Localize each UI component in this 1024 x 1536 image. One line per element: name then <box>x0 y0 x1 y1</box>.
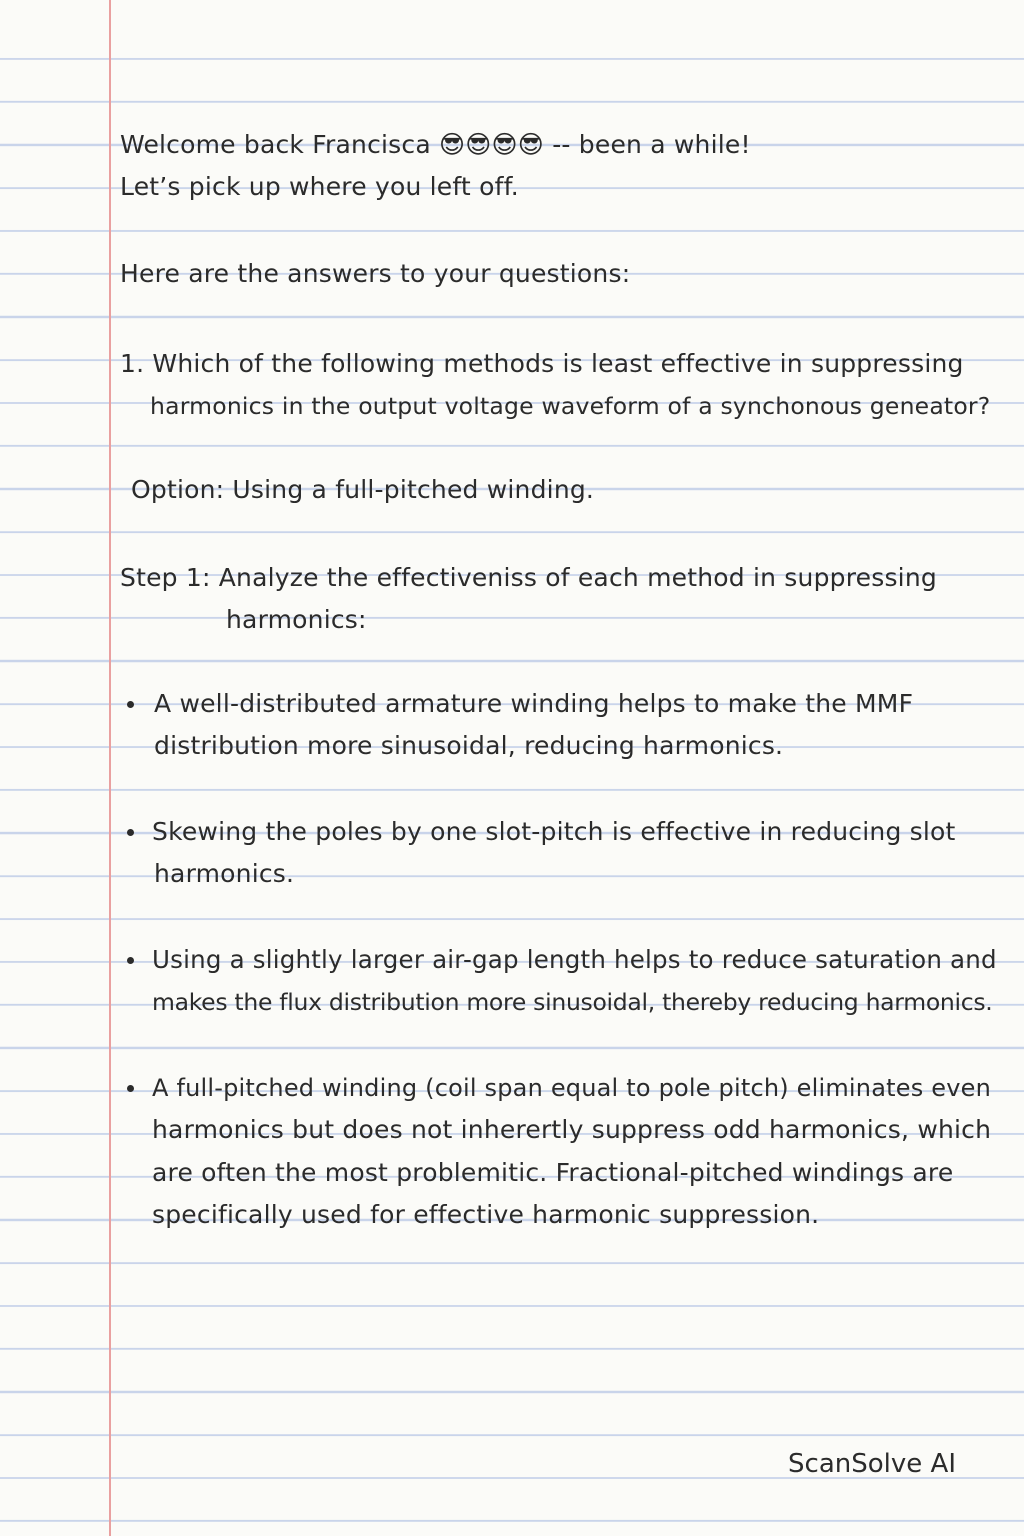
bullet-4-line-4: specifically used for effective harmonic suppression. <box>152 1200 820 1229</box>
notebook-margin-line <box>109 0 111 1536</box>
greeting-text-end: -- been a while! <box>544 130 751 159</box>
bullet-dot <box>127 829 134 836</box>
bullet-1-line-1: A well-distributed armature winding helps to make the MMF <box>154 689 914 718</box>
question-line-2: harmonics in the output voltage waveform of a synchonous geneator? <box>150 392 991 420</box>
bullet-2-line-2: harmonics. <box>154 859 295 888</box>
bullet-dot <box>127 957 134 964</box>
bullet-3-line-1: Using a slightly larger air-gap length helps to reduce saturation and <box>152 945 997 974</box>
step-1-line-2: harmonics: <box>226 605 367 634</box>
step-1-line-1: Step 1: Analyze the effectiveniss of each method in suppressing <box>120 563 937 592</box>
question-line-1: 1. Which of the following methods is least effective in suppressing <box>120 349 964 378</box>
bullet-2-line-1: Skewing the poles by one slot-pitch is effective in reducing slot <box>152 817 956 846</box>
bullet-1-line-2: distribution more sinusoidal, reducing harmonics. <box>154 731 784 760</box>
bullet-4-line-3: are often the most problemitic. Fractional-pitched windings are <box>152 1158 954 1187</box>
bullet-dot <box>127 701 134 708</box>
answer-option: Option: Using a full-pitched winding. <box>131 475 595 504</box>
cool-face-emoji-icon: 😎😎😎😎 <box>439 130 545 159</box>
greeting-line-2: Let’s pick up where you left off. <box>120 172 519 201</box>
intro-text: Here are the answers to your questions: <box>120 259 631 288</box>
bullet-4-line-2: harmonics but does not inherertly suppress odd harmonics, which <box>152 1115 992 1144</box>
bullet-dot <box>127 1085 134 1092</box>
bullet-4-line-1: A full-pitched winding (coil span equal to pole pitch) eliminates even <box>152 1074 991 1102</box>
greeting-text-start: Welcome back Francisca <box>120 130 439 159</box>
greeting-line-1 <box>120 130 751 160</box>
footer-brand: ScanSolve AI <box>788 1449 956 1479</box>
bullet-3-line-2: makes the flux distribution more sinusoidal, thereby reducing harmonics. <box>152 988 993 1016</box>
